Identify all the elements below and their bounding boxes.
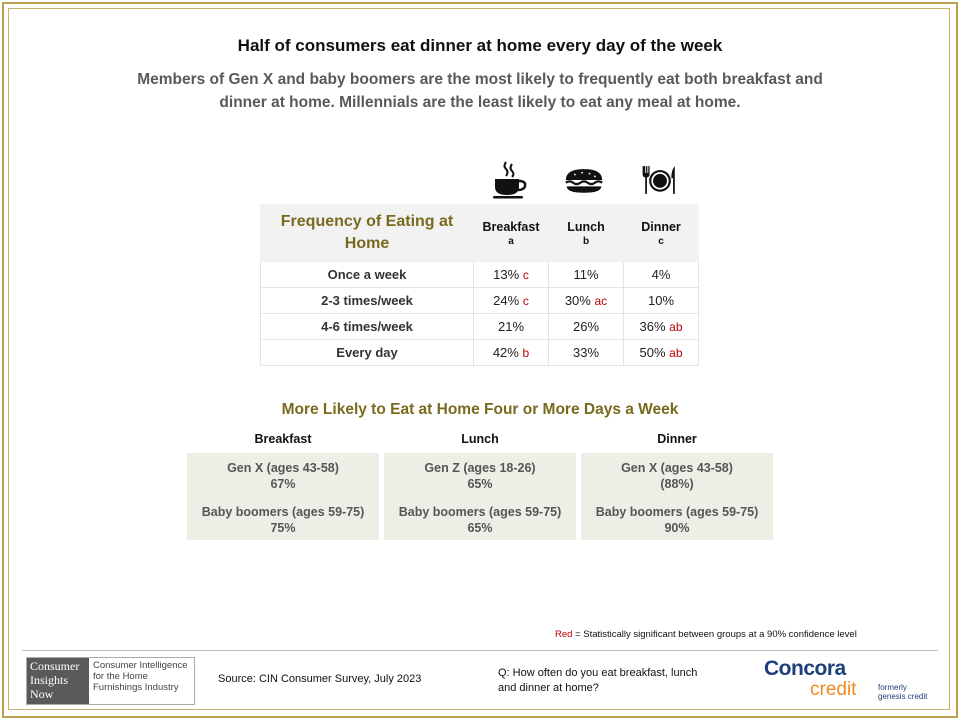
cell-value: 21%	[497, 319, 525, 334]
page-title: Half of consumers eat dinner at home every day of the week	[237, 36, 723, 55]
table-row	[261, 314, 699, 340]
cell-value: 50%	[639, 345, 666, 360]
table-cell	[549, 262, 624, 288]
group-box-lunch	[384, 453, 576, 540]
concora-formerly	[878, 683, 927, 701]
significance-marker: ab	[669, 346, 683, 360]
cin-logo	[26, 657, 195, 705]
section-title-more-likely: More Likely to Eat at Home Four or More Days a Week	[281, 401, 679, 418]
significance-marker: c	[522, 294, 529, 308]
sandwich-icon	[564, 160, 604, 200]
significance-marker: b	[522, 346, 530, 360]
group-value: 65%	[467, 521, 493, 535]
significance-marker: c	[522, 268, 529, 282]
table-cell	[549, 288, 624, 314]
table-cell	[549, 314, 624, 340]
row-label: 2-3 times/week	[261, 288, 474, 314]
significance-marker: ac	[594, 294, 608, 308]
concora-credit-word: credit	[810, 679, 857, 700]
cin-logo-line: Now	[30, 687, 54, 701]
table-cell	[624, 288, 699, 314]
group-value: 75%	[270, 521, 296, 535]
group-label: Gen Z (ages 18-26)	[424, 461, 536, 475]
table-cell	[624, 262, 699, 288]
group-value: 90%	[664, 521, 690, 535]
table-row	[261, 262, 699, 288]
table-cell	[474, 288, 549, 314]
column-label: Lunch	[567, 219, 605, 234]
column-header-lunch	[549, 205, 624, 262]
column-label: Dinner	[641, 219, 681, 234]
column-label: Breakfast	[482, 219, 540, 234]
table-cell	[474, 262, 549, 288]
cell-value: 24%	[493, 293, 520, 308]
row-label: Once a week	[261, 262, 474, 288]
group-value: 67%	[270, 477, 296, 491]
legend-text: = Statistically significant between groups at a 90% confidence level	[572, 629, 857, 640]
group-label: Gen X (ages 43-58)	[621, 461, 733, 475]
cin-tagline-line: for the Home	[93, 671, 148, 682]
table-cell	[474, 340, 549, 366]
group-label: Baby boomers (ages 59-75)	[595, 505, 759, 519]
cell-value: 10%	[647, 293, 675, 308]
significance-legend	[555, 629, 857, 640]
group-value: (88%)	[660, 477, 694, 491]
legend-red-word: Red	[555, 629, 573, 640]
formerly-line: genesis credit	[878, 692, 928, 701]
cin-logo-line: Consumer	[30, 659, 80, 673]
cell-value: 11%	[573, 267, 599, 282]
column-letter: b	[582, 235, 590, 247]
footer-divider	[22, 650, 938, 651]
cell-value: 36%	[639, 319, 666, 334]
frequency-table	[260, 204, 699, 366]
concora-logo	[760, 657, 940, 707]
table-row	[261, 340, 699, 366]
cin-logo-line: Insights	[30, 673, 69, 687]
cell-value: 30%	[564, 293, 591, 308]
cin-tagline-line: Furnishings Industry	[93, 682, 179, 693]
cell-value: 42%	[492, 345, 519, 360]
cin-tagline-line: Consumer Intelligence	[93, 660, 188, 671]
row-label: Every day	[261, 340, 474, 366]
cell-value: 26%	[572, 319, 600, 334]
survey-question: Q: How often do you eat breakfast, lunch and dinner at home?	[498, 667, 698, 694]
group-heading-dinner: Dinner	[657, 432, 697, 446]
group-label: Gen X (ages 43-58)	[227, 461, 339, 475]
table-header-row	[261, 205, 699, 262]
cell-value: 4%	[651, 267, 671, 282]
group-box-dinner	[581, 453, 773, 540]
cin-logo-mark	[27, 658, 89, 704]
row-header: Frequency of Eating at Home	[261, 205, 474, 262]
source-note: Source: CIN Consumer Survey, July 2023	[218, 673, 422, 685]
table-cell	[549, 340, 624, 366]
plate-fork-knife-icon	[640, 160, 680, 200]
cell-value: 33%	[572, 345, 600, 360]
cell-value: 13%	[493, 267, 520, 282]
concora-wordmark: Concora	[764, 657, 846, 680]
table-cell	[624, 340, 699, 366]
coffee-cup-icon	[490, 160, 530, 200]
row-label: 4-6 times/week	[261, 314, 474, 340]
formerly-line: formerly	[878, 683, 907, 692]
table-row	[261, 288, 699, 314]
group-heading-breakfast: Breakfast	[254, 432, 312, 446]
column-header-breakfast	[474, 205, 549, 262]
group-value: 65%	[467, 477, 493, 491]
column-header-dinner	[624, 205, 699, 262]
table-cell	[624, 314, 699, 340]
column-letter: a	[508, 235, 514, 247]
group-box-breakfast	[187, 453, 379, 540]
table-cell	[474, 314, 549, 340]
group-label: Baby boomers (ages 59-75)	[201, 505, 365, 519]
group-label: Baby boomers (ages 59-75)	[398, 505, 562, 519]
group-heading-lunch: Lunch	[461, 432, 499, 446]
cin-tagline	[93, 660, 193, 693]
significance-marker: ab	[669, 320, 683, 334]
column-letter: c	[658, 235, 664, 247]
page-subtitle: Members of Gen X and baby boomers are the most likely to frequently eat both breakfast and dinner at home. Millennials are the least likely to eat any meal at home.	[137, 71, 823, 111]
